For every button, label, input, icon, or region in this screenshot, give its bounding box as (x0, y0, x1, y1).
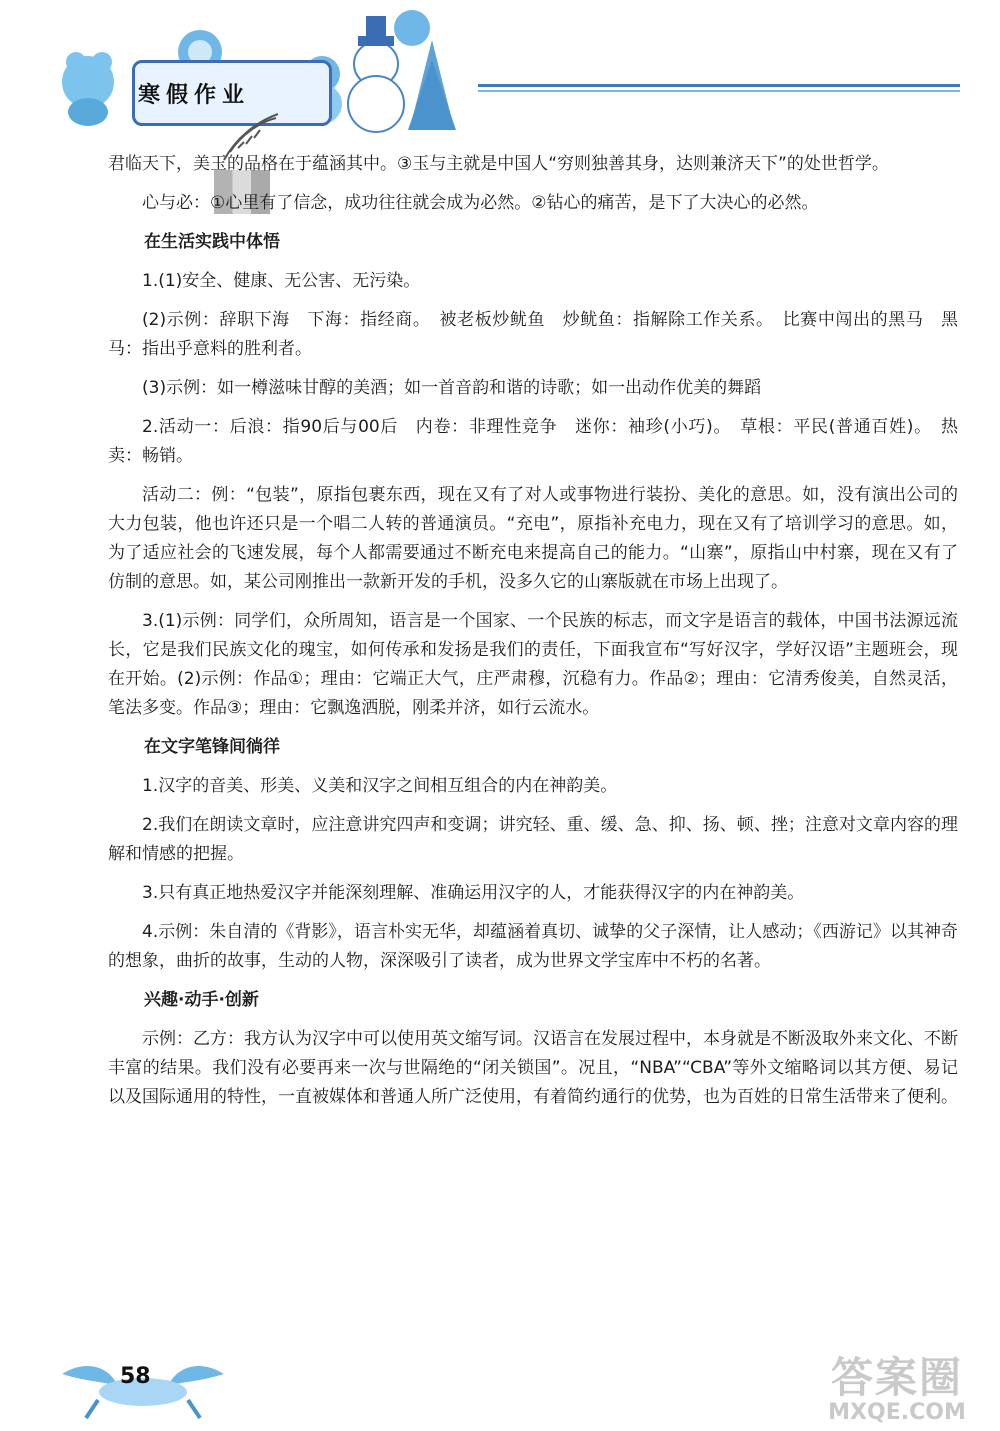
section-heading: 兴趣·动手·创新 (144, 990, 259, 1010)
paragraph: (2)示例：辞职下海 下海：指经商。 被老板炒鱿鱼 炒鱿鱼：指解除工作关系。 比赛中闯出的黑马 黑马：指出乎意料的胜利者。 (108, 310, 958, 359)
paragraph: 1.(1)安全、健康、无公害、无污染。 (142, 271, 421, 291)
paragraph: 示例：乙方：我方认为汉字中可以使用英文缩写词。汉语言在发展过程中，本身就是不断汲取外来文化、不断丰富的结果。我们没有必要再来一次与世隔绝的“闭关锁国”。况且，“NBA”“CBA”等外文缩略词以其方便、易记以及国际通用的特性，一直被媒体和普通人所广泛使用，有着简约通行的优势，也为百姓的日常生活带来了便利。 (108, 1029, 958, 1107)
header-rule (478, 84, 960, 94)
header-title: 寒假作业 (138, 83, 251, 108)
page-footer (58, 1352, 228, 1422)
watermark (802, 1353, 992, 1428)
page-number: 58 (120, 1364, 151, 1389)
paragraph: 活动二：例：“包装”，原指包裹东西，现在又有了对人或事物进行装扮、美化的意思。如，没有演出公司的大力包装，他也许还只是一个唱二人转的普通演员。“充电”，原指补充电力，现在又有了培训学习的意思。如，为了适应社会的飞速发展，每个人都需要通过不断充电来提高自己的能力。“山寨”，原指山中村寨，现在又有了仿制的意思。如，某公司刚推出一款新开发的手机，没多久它的山寨版就在市场上出现了。 (108, 485, 958, 592)
header-rule-primary (478, 84, 960, 87)
paragraph: 2.活动一：后浪：指90后与00后 内卷：非理性竞争 迷你：袖珍(小巧)。 草根：平民(普通百姓)。 热卖：畅销。 (108, 417, 958, 466)
paragraph: 3.(1)示例：同学们，众所周知，语言是一个国家、一个民族的标志，而文字是语言的载体，中国书法源远流长，它是我们民族文化的瑰宝，如何传承和发扬是我们的责任，下面我宣布“写好汉字，学好汉语”主题班会，现在开始。(2)示例：作品①；理由：它端正大气，庄严肃穆，沉稳有力。作品②；理由：它清秀俊美，自然灵活，笔法多变。作品③；理由：它飘逸洒脱，刚柔并济，如行云流水。 (108, 611, 958, 718)
page-header (40, 0, 960, 140)
paragraph: 1.汉字的音美、形美、义美和汉字之间相互组合的内在神韵美。 (142, 776, 618, 796)
paragraph: 4.示例：朱自清的《背影》，语言朴实无华，却蕴涵着真切、诚挚的父子深情，让人感动；《西游记》以其神奇的想象，曲折的故事，生动的人物，深深吸引了读者，成为世界文学宝库中不朽的名著。 (108, 922, 958, 971)
watermark-text-en: MXQE.COM (828, 1400, 966, 1425)
paragraph: 心与必：①心里有了信念，成功往往就会成为必然。②钻心的痛苦，是下了大决心的必然。 (142, 193, 819, 213)
header-rule-secondary (478, 90, 960, 92)
section-heading: 在文字笔锋间徜徉 (144, 737, 280, 757)
watermark-text-cn: 答案圈 (830, 1353, 963, 1402)
answer-content (108, 150, 958, 1122)
paragraph: (3)示例：如一樽滋味甘醇的美酒；如一首音韵和谐的诗歌；如一出动作优美的舞蹈 (142, 378, 762, 398)
paragraph: 2.我们在朗读文章时，应注意讲究四声和变调；讲究轻、重、缓、急、抑、扬、顿、挫；注意对文章内容的理解和情感的把握。 (108, 815, 958, 864)
paragraph: 3.只有真正地热爱汉字并能深刻理解、准确运用汉字的人，才能获得汉字的内在神韵美。 (142, 883, 805, 903)
paragraph: 君临天下，美玉的品格在于蕴涵其中。③玉与主就是中国人“穷则独善其身，达则兼济天下”的处世哲学。 (108, 154, 889, 174)
section-heading: 在生活实践中体悟 (144, 232, 280, 252)
